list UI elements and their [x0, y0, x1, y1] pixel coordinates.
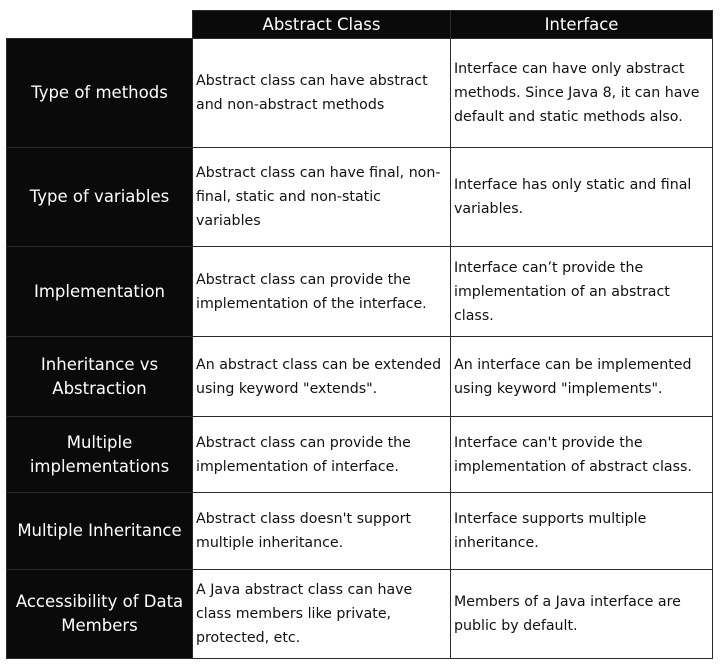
interface-cell: Members of a Java interface are public by default.: [451, 570, 713, 659]
abstract-class-cell: Abstract class can have final, non-final, static and non-static variables: [193, 148, 451, 247]
table-row: [7, 493, 713, 570]
table-row: [7, 570, 713, 659]
header-interface: Interface: [451, 11, 713, 39]
row-label-text: Multiple Inheritance: [17, 521, 182, 540]
interface-cell: An interface can be implemented using keyword "implements".: [451, 337, 713, 417]
header-row: [7, 11, 713, 39]
row-label-text: Inheritance vs Abstraction: [40, 354, 159, 398]
table-body: [7, 39, 713, 659]
header-corner-cell: [7, 11, 193, 39]
row-label: [7, 39, 193, 148]
header-abstract-class: Abstract Class: [193, 11, 451, 39]
table-row: [7, 337, 713, 417]
row-label: [7, 247, 193, 337]
row-label-text: Type of methods: [31, 83, 168, 102]
row-label: [7, 148, 193, 247]
row-label-text: Type of variables: [29, 187, 170, 206]
interface-cell: Interface can't provide the implementation of abstract class.: [451, 417, 713, 493]
interface-cell: Interface can’t provide the implementation of an abstract class.: [451, 247, 713, 337]
row-label: [7, 570, 193, 659]
table-row: [7, 39, 713, 148]
row-label: [7, 493, 193, 570]
interface-cell: Interface supports multiple inheritance.: [451, 493, 713, 570]
table-row: [7, 417, 713, 493]
abstract-class-cell: A Java abstract class can have class members like private, protected, etc.: [193, 570, 451, 659]
abstract-class-cell: Abstract class can provide the implementation of interface.: [193, 417, 451, 493]
interface-cell: Interface can have only abstract methods. Since Java 8, it can have default and static methods also.: [451, 39, 713, 148]
abstract-class-cell: An abstract class can be extended using keyword "extends".: [193, 337, 451, 417]
table-row: [7, 148, 713, 247]
table-row: [7, 247, 713, 337]
abstract-class-cell: Abstract class can have abstract and non-abstract methods: [193, 39, 451, 148]
row-label-text: Accessibility of Data Members: [15, 592, 184, 635]
row-label-text: Multiple implementations: [29, 432, 170, 476]
abstract-class-cell: Abstract class can provide the implementation of the interface.: [193, 247, 451, 337]
abstract-vs-interface-table: [6, 10, 713, 659]
interface-cell: Interface has only static and final variables.: [451, 148, 713, 247]
abstract-class-cell: Abstract class doesn't support multiple inheritance.: [193, 493, 451, 570]
row-label: [7, 417, 193, 493]
table-header: [7, 11, 713, 39]
row-label-text: Implementation: [33, 281, 166, 301]
row-label: [7, 337, 193, 417]
